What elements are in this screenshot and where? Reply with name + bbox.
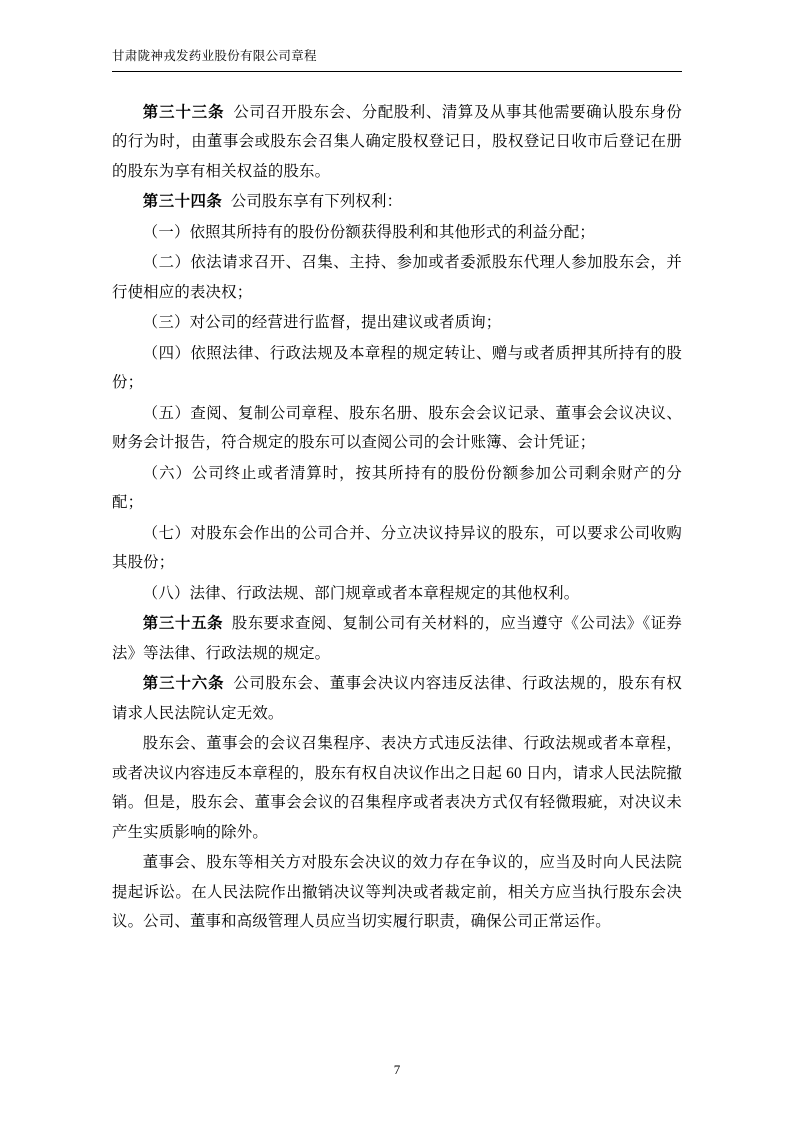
article-text-35: 股东要求查阅、复制公司有关材料的，应当遵守《公司法》《证券法》等法律、行政法规的规定。 — [112, 615, 682, 662]
paragraph-art-34-item-6: （六）公司终止或者清算时，按其所持有的股份份额参加公司剩余财产的分配； — [112, 464, 682, 511]
page-number: 7 — [393, 1062, 401, 1077]
paragraph-art-36-sub-3: 董事会、股东等相关方对股东会决议的效力存在争议的，应当及时向人民法院提起诉讼。在人民法院作出撤销决议等判决或者裁定前，相关方应当执行股东会决议。公司、董事和高级管理人员应当切实履行职责，确保公司正常运作。 — [112, 854, 682, 930]
article-text-33: 公司召开股东会、分配股利、清算及从事其他需要确认股东身份的行为时，由董事会或股东会召集人确定股权登记日，股权登记日收市后登记在册的股东为享有相关权益的股东。 — [112, 103, 682, 180]
paragraph-art-34-item-2: （二）依法请求召开、召集、主持、参加或者委派股东代理人参加股东会，并行使相应的表决权； — [112, 254, 682, 301]
paragraph-art-33 — [112, 98, 682, 187]
paragraph-art-34-item-4: （四）依照法律、行政法规及本章程的规定转让、赠与或者质押其所持有的股份； — [112, 344, 682, 391]
article-label-34: 第三十四条 — [142, 193, 223, 210]
paragraph-art-34-item-1: （一）依照其所持有的股份份额获得股利和其他形式的利益分配； — [142, 223, 595, 241]
paragraph-art-35 — [112, 609, 682, 668]
page-header: 甘肃陇神戎发药业股份有限公司章程 — [112, 48, 682, 72]
paragraph-art-34 — [112, 187, 682, 217]
article-text-36: 公司股东会、董事会决议内容违反法律、行政法规的，股东有权请求人民法院认定无效。 — [112, 675, 682, 722]
article-label-33: 第三十三条 — [142, 103, 225, 121]
paragraph-art-36-sub-2: 股东会、董事会的会议召集程序、表决方式违反法律、行政法规或者本章程，或者决议内容违反本章程的，股东有权自决议作出之日起 60 日内，请求人民法院撤销。但是，股东会、董事会会议的召集程序或者表决方式仅有轻微瑕疵，对决议未产生实质影响的除外。 — [112, 735, 682, 841]
paragraph-art-34-item-8: （八）法律、行政法规、部门规章或者本章程规定的其他权利。 — [142, 584, 580, 602]
paragraph-art-34-item-5: （五）查阅、复制公司章程、股东名册、股东会会议记录、董事会会议决议、财务会计报告，符合规定的股东可以查阅公司的会计账簿、会计凭证； — [112, 404, 682, 451]
article-text-34: 公司股东享有下列权利： — [230, 193, 403, 210]
article-label-35: 第三十五条 — [142, 615, 224, 632]
paragraph-art-36 — [112, 669, 682, 728]
article-label-36: 第三十六条 — [142, 675, 225, 692]
document-body — [112, 98, 682, 937]
paragraph-art-34-item-7: （七）对股东会作出的公司合并、分立决议持异议的股东，可以要求公司收购其股份； — [112, 524, 682, 571]
paragraph-art-34-item-3: （三）对公司的经营进行监督，提出建议或者质询； — [142, 314, 502, 331]
